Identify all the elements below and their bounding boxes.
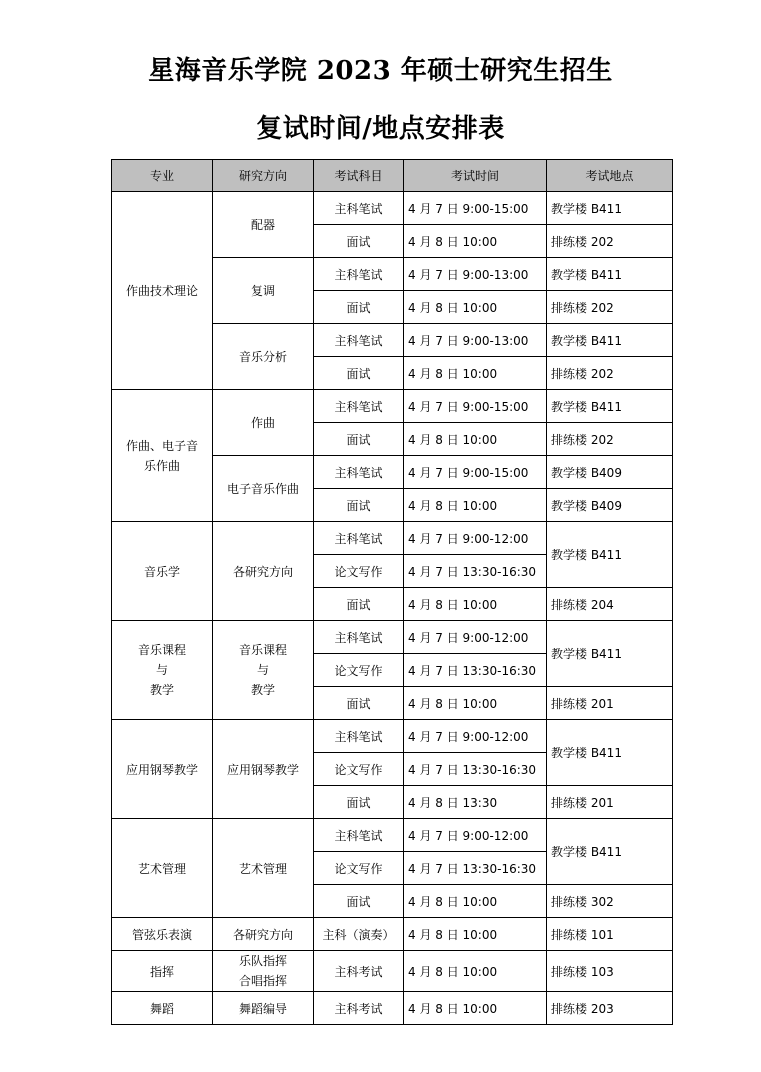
- time-cell: 4 月 7 日 9:00-12:00: [404, 720, 547, 753]
- time-cell: 4 月 7 日 9:00-12:00: [404, 522, 547, 555]
- subject-cell: 论文写作: [314, 753, 404, 786]
- time-cell: 4 月 7 日 9:00-15:00: [404, 390, 547, 423]
- table-row: [112, 992, 673, 1025]
- location-cell: 教学楼 B411: [547, 258, 673, 291]
- subject-cell: 面试: [314, 687, 404, 720]
- direction-line: 与: [256, 663, 269, 677]
- table-row: [112, 522, 673, 555]
- major-cell: 管弦乐表演: [112, 918, 213, 951]
- location-cell: 教学楼 B411: [547, 192, 673, 225]
- location-cell: 排练楼 202: [547, 225, 673, 258]
- table-row: [112, 918, 673, 951]
- location-cell: 教学楼 B411: [547, 621, 673, 687]
- direction-line: 合唱指挥: [238, 974, 287, 988]
- location-cell: 排练楼 302: [547, 885, 673, 918]
- major-line: 教学: [149, 683, 174, 697]
- location-cell: 教学楼 B411: [547, 324, 673, 357]
- time-cell: 4 月 7 日 9:00-15:00: [404, 456, 547, 489]
- time-cell: 4 月 7 日 13:30-16:30: [404, 654, 547, 687]
- direction-cell: 配器: [213, 192, 314, 258]
- major-cell: 舞蹈: [112, 992, 213, 1025]
- direction-cell: 音乐分析: [213, 324, 314, 390]
- direction-cell: 电子音乐作曲: [213, 456, 314, 522]
- subject-cell: 面试: [314, 489, 404, 522]
- direction-line: 乐队指挥: [238, 954, 287, 968]
- header-location: 考试地点: [547, 160, 673, 192]
- location-cell: 教学楼 B411: [547, 390, 673, 423]
- time-cell: 4 月 7 日 13:30-16:30: [404, 753, 547, 786]
- location-cell: 教学楼 B409: [547, 456, 673, 489]
- major-line: 音乐课程: [137, 643, 186, 657]
- table-row: [112, 192, 673, 225]
- major-cell: [112, 390, 213, 522]
- header-direction: 研究方向: [213, 160, 314, 192]
- subject-cell: 主科笔试: [314, 456, 404, 489]
- major-cell: [112, 621, 213, 720]
- subject-cell: 论文写作: [314, 654, 404, 687]
- direction-cell: 应用钢琴教学: [213, 720, 314, 819]
- location-cell: 教学楼 B411: [547, 720, 673, 786]
- time-cell: 4 月 8 日 10:00: [404, 291, 547, 324]
- time-cell: 4 月 8 日 10:00: [404, 225, 547, 258]
- location-cell: 排练楼 203: [547, 992, 673, 1025]
- major-line: 作曲、电子音: [125, 438, 198, 453]
- time-cell: 4 月 8 日 10:00: [404, 423, 547, 456]
- direction-cell: 舞蹈编导: [213, 992, 314, 1025]
- header-major: 专业: [112, 160, 213, 192]
- location-cell: 排练楼 103: [547, 951, 673, 992]
- subject-cell: 论文写作: [314, 852, 404, 885]
- header-time: 考试时间: [404, 160, 547, 192]
- time-cell: 4 月 8 日 10:00: [404, 992, 547, 1025]
- location-cell: 教学楼 B411: [547, 819, 673, 885]
- major-cell: 音乐学: [112, 522, 213, 621]
- time-cell: 4 月 8 日 10:00: [404, 489, 547, 522]
- location-cell: 排练楼 202: [547, 423, 673, 456]
- time-cell: 4 月 7 日 9:00-12:00: [404, 621, 547, 654]
- header-subject: 考试科目: [314, 160, 404, 192]
- subject-cell: 主科笔试: [314, 390, 404, 423]
- major-cell: 艺术管理: [112, 819, 213, 918]
- major-cell: 指挥: [112, 951, 213, 992]
- subject-cell: 面试: [314, 588, 404, 621]
- direction-cell: 各研究方向: [213, 522, 314, 621]
- location-cell: 排练楼 204: [547, 588, 673, 621]
- subject-cell: 主科笔试: [314, 258, 404, 291]
- table-row: [112, 951, 673, 992]
- subject-cell: 主科笔试: [314, 621, 404, 654]
- subject-cell: 面试: [314, 357, 404, 390]
- direction-cell: 艺术管理: [213, 819, 314, 918]
- time-cell: 4 月 8 日 10:00: [404, 357, 547, 390]
- location-cell: 排练楼 202: [547, 357, 673, 390]
- major-cell: 作曲技术理论: [112, 192, 213, 390]
- subject-cell: 面试: [314, 423, 404, 456]
- subject-cell: 主科笔试: [314, 819, 404, 852]
- schedule-table: [111, 159, 673, 1025]
- major-line: 与: [155, 663, 168, 677]
- direction-cell: 复调: [213, 258, 314, 324]
- location-cell: 排练楼 202: [547, 291, 673, 324]
- subject-cell: 面试: [314, 225, 404, 258]
- time-cell: 4 月 8 日 10:00: [404, 687, 547, 720]
- subject-cell: 面试: [314, 291, 404, 324]
- location-cell: 教学楼 B411: [547, 522, 673, 588]
- major-cell: 应用钢琴教学: [112, 720, 213, 819]
- major-line: 乐作曲: [143, 458, 180, 473]
- subject-cell: 主科（演奏）: [314, 918, 404, 951]
- direction-line: 教学: [250, 683, 275, 697]
- time-cell: 4 月 7 日 9:00-12:00: [404, 819, 547, 852]
- location-cell: 排练楼 201: [547, 786, 673, 819]
- time-cell: 4 月 7 日 9:00-15:00: [404, 192, 547, 225]
- subject-cell: 主科考试: [314, 951, 404, 992]
- time-cell: 4 月 7 日 9:00-13:00: [404, 324, 547, 357]
- page-subtitle: 复试时间/地点安排表: [256, 114, 505, 144]
- page-title: 星海音乐学院 2023 年硕士研究生招生: [148, 56, 613, 86]
- subject-cell: 面试: [314, 885, 404, 918]
- direction-cell: [213, 621, 314, 720]
- table-row: [112, 621, 673, 654]
- table-row: [112, 390, 673, 423]
- subject-cell: 主科笔试: [314, 192, 404, 225]
- subject-cell: 面试: [314, 786, 404, 819]
- subject-cell: 主科笔试: [314, 720, 404, 753]
- subject-cell: 论文写作: [314, 555, 404, 588]
- time-cell: 4 月 8 日 10:00: [404, 885, 547, 918]
- direction-cell: 作曲: [213, 390, 314, 456]
- time-cell: 4 月 8 日 13:30: [404, 786, 547, 819]
- direction-line: 音乐课程: [238, 643, 287, 657]
- subject-cell: 主科考试: [314, 992, 404, 1025]
- table-row: [112, 819, 673, 852]
- header-row: [112, 160, 673, 192]
- location-cell: 教学楼 B409: [547, 489, 673, 522]
- location-cell: 排练楼 201: [547, 687, 673, 720]
- time-cell: 4 月 8 日 10:00: [404, 588, 547, 621]
- location-cell: 排练楼 101: [547, 918, 673, 951]
- direction-cell: 各研究方向: [213, 918, 314, 951]
- time-cell: 4 月 8 日 10:00: [404, 951, 547, 992]
- subject-cell: 主科笔试: [314, 522, 404, 555]
- time-cell: 4 月 8 日 10:00: [404, 918, 547, 951]
- table-row: [112, 720, 673, 753]
- time-cell: 4 月 7 日 13:30-16:30: [404, 555, 547, 588]
- time-cell: 4 月 7 日 9:00-13:00: [404, 258, 547, 291]
- time-cell: 4 月 7 日 13:30-16:30: [404, 852, 547, 885]
- subject-cell: 主科笔试: [314, 324, 404, 357]
- direction-cell: [213, 951, 314, 992]
